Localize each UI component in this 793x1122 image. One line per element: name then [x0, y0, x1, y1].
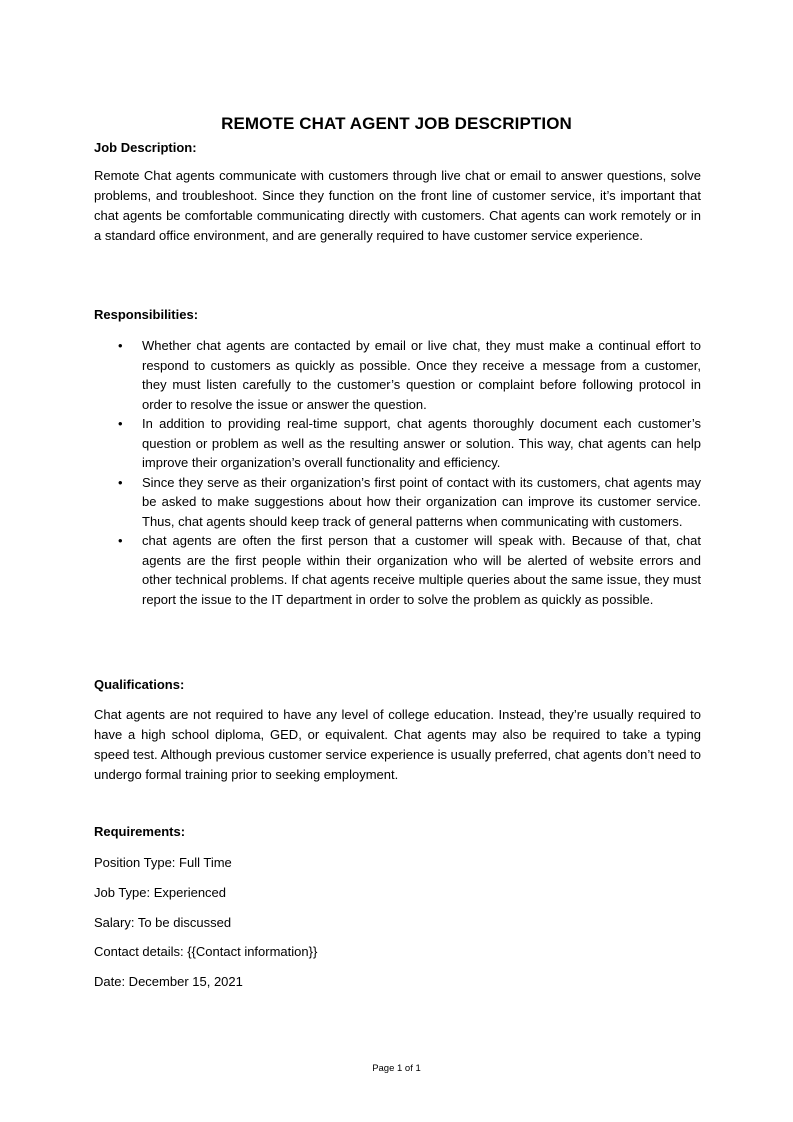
- bullet-icon: •: [118, 416, 123, 431]
- salary: Salary: To be discussed: [94, 915, 232, 930]
- position-type: Position Type: Full Time: [94, 855, 232, 870]
- list-item: [94, 473, 701, 532]
- job-description-text: Remote Chat agents communicate with customers through live chat or email to answer questions, solve problems, and troubleshoot. Since they function on the front line of customer service, it’s important that chat agents be comfortable communicating directly with customers. Chat agents can work remotely or in a standard office environment, and are generally required to have customer service experience.: [94, 168, 701, 243]
- page-footer: Page 1 of 1: [372, 1063, 421, 1074]
- list-item-text: chat agents are often the first person that a customer will speak with. Because of that, chat agents are the first people within their organization who will be alerted of website errors and other technical problems. If chat agents receive multiple queries about the same issue, they must report the issue to the IT department in order to solve the problem as quickly as possible.: [142, 533, 701, 607]
- job-type: Job Type: Experienced: [94, 885, 227, 900]
- requirements-heading: Requirements:: [94, 824, 186, 839]
- list-item-text: Whether chat agents are contacted by email or live chat, they must make a continual effort to respond to customers as quickly as possible. Once they receive a message from a customer, they must listen carefully to the customer’s question or complaint before following protocol in order to resolve the issue or answer the question.: [142, 338, 701, 412]
- list-item: [94, 531, 701, 609]
- bullet-icon: •: [118, 533, 123, 548]
- job-description-heading: Job Description:: [94, 140, 197, 155]
- bullet-icon: •: [118, 474, 123, 490]
- list-item: [94, 414, 701, 473]
- document-title: REMOTE CHAT AGENT JOB DESCRIPTION: [221, 114, 572, 133]
- qualifications-text: Chat agents are not required to have any level of college education. Instead, they’re usually required to have a high school diploma, GED, or equivalent. Chat agents may also be required to take a typing speed test. Although previous customer service experience is usually preferred, chat agents don’t need to undergo formal training prior to seeking employment.: [94, 707, 701, 782]
- contact-details: Contact details: {{Contact information}}: [94, 944, 318, 959]
- list-item-text: In addition to providing real-time support, chat agents thoroughly document each customer’s question or problem as well as the resulting answer or solution. This way, chat agents can help improve their organization’s overall functionality and efficiency.: [142, 416, 701, 470]
- responsibilities-list: [94, 336, 701, 609]
- responsibilities-heading: Responsibilities:: [94, 307, 199, 322]
- date: Date: December 15, 2021: [94, 974, 243, 989]
- bullet-icon: •: [118, 338, 123, 353]
- list-item-text: Since they serve as their organization’s first point of contact with its customers, chat agents may be asked to make suggestions about how their organization can improve its customer service. Thus, chat agents should keep track of general patterns when communicating with customers.: [142, 474, 701, 529]
- qualifications-heading: Qualifications:: [94, 677, 185, 692]
- list-item: [94, 336, 701, 414]
